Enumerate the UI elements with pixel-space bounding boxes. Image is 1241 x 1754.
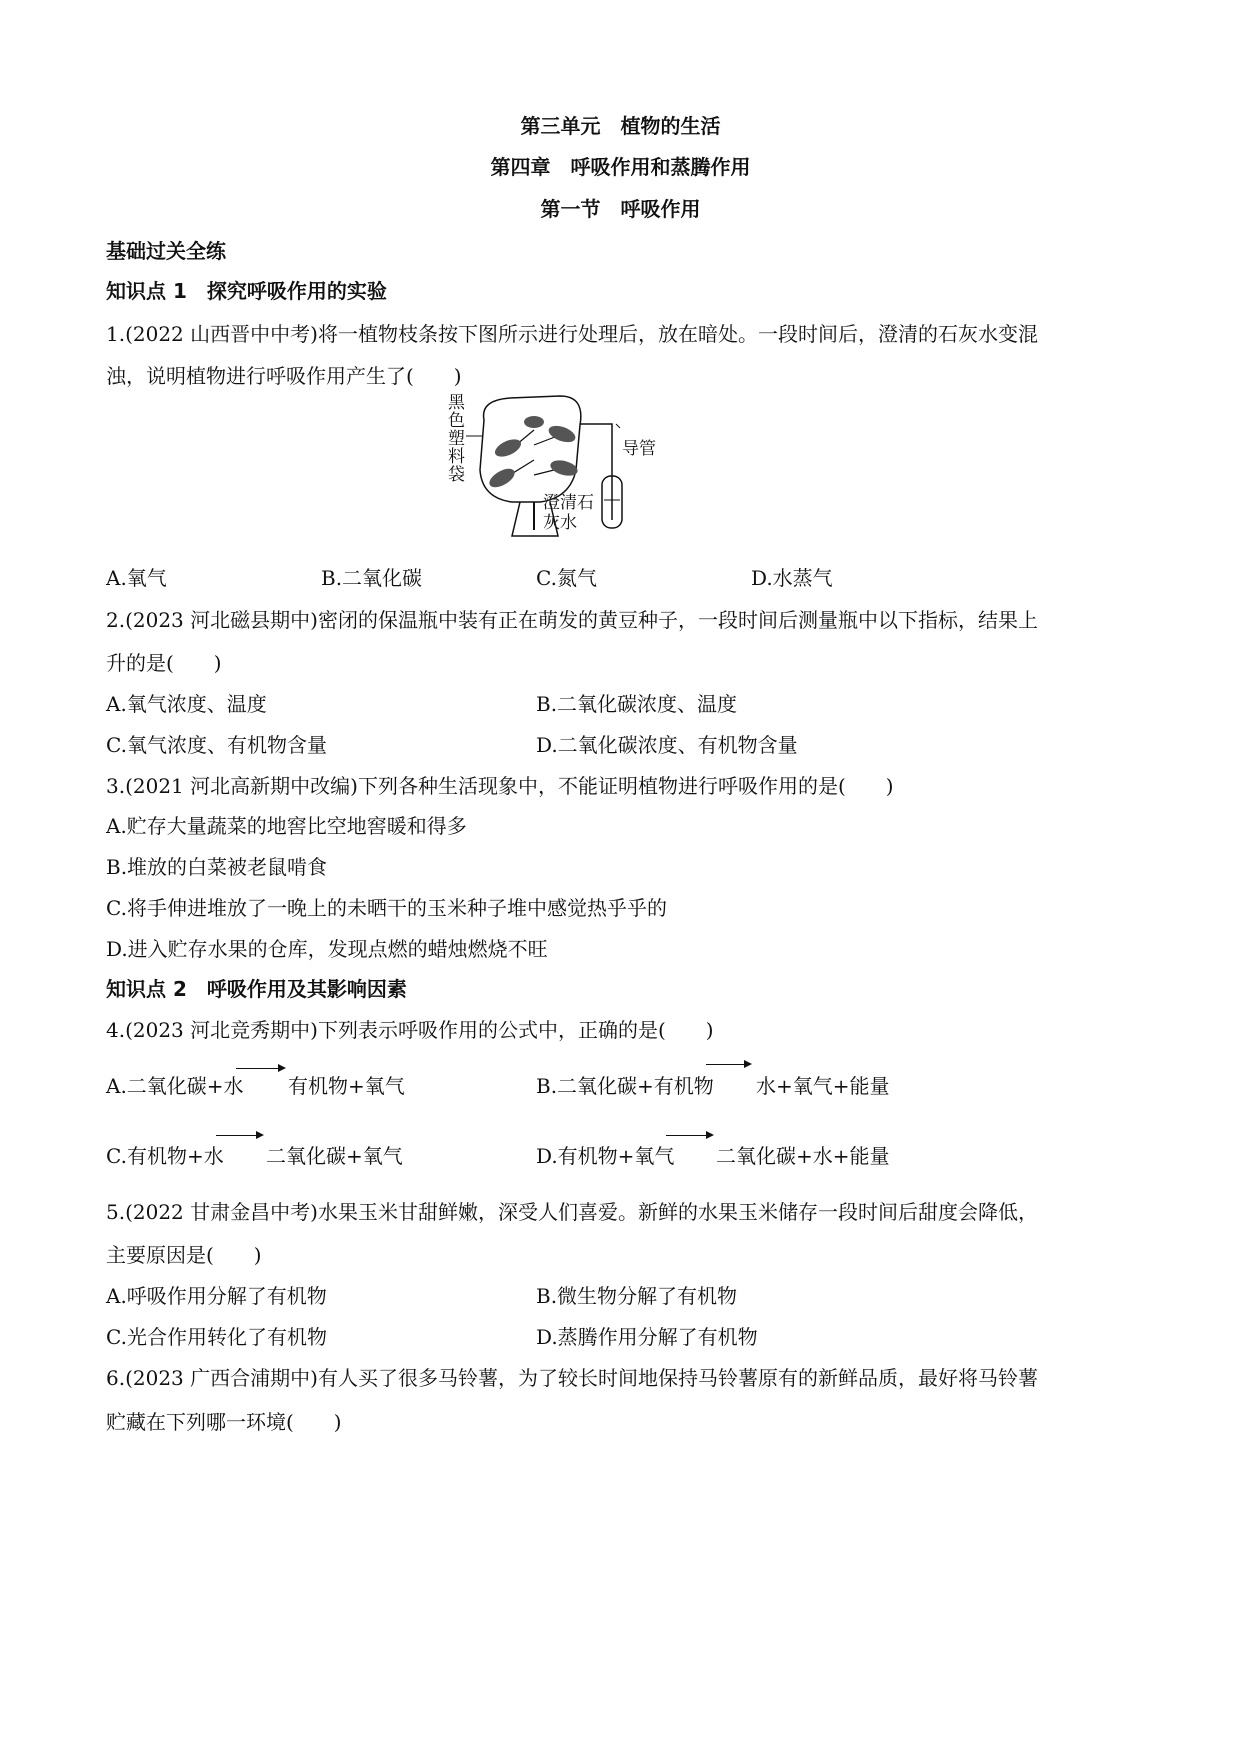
knowledge-point-1: 知识点 1 探究呼吸作用的实验 bbox=[106, 279, 387, 303]
q4-option-c-left: C.有机物+水 bbox=[106, 1144, 224, 1168]
q3-option-d: D.进入贮存水果的仓库，发现点燃的蜡烛燃烧不旺 bbox=[106, 937, 548, 961]
q6-stem-line2: 贮藏在下列哪一环境( ) bbox=[106, 1410, 342, 1434]
bag-label-char: 袋 bbox=[448, 465, 465, 485]
bag-label-char: 色 bbox=[448, 411, 465, 431]
section-title: 第一节 呼吸作用 bbox=[540, 197, 701, 221]
q3-stem-line1: 3.(2021 河北高新期中改编)下列各种生活现象中，不能证明植物进行呼吸作用的是( ) bbox=[106, 774, 894, 798]
reaction-arrow-icon bbox=[666, 1135, 712, 1136]
q4-option-b-right: 水+氧气+能量 bbox=[756, 1074, 890, 1098]
q2-option-d: D.二氧化碳浓度、有机物含量 bbox=[536, 733, 798, 757]
reaction-arrow-icon bbox=[706, 1064, 750, 1065]
chapter-title: 第四章 呼吸作用和蒸腾作用 bbox=[490, 155, 751, 179]
reaction-arrow-icon bbox=[236, 1068, 284, 1069]
q3-option-b: B.堆放的白菜被老鼠啃食 bbox=[106, 855, 328, 879]
q6-stem-line1: 6.(2023 广西合浦期中)有人买了很多马铃薯，为了较长时间地保持马铃薯原有的新鲜品质，最好将马铃薯 bbox=[106, 1366, 1038, 1390]
q1-stem-line1: 1.(2022 山西晋中中考)将一植物枝条按下图所示进行处理后，放在暗处。一段时间后，澄清的石灰水变混 bbox=[106, 322, 1038, 346]
q4-stem-line1: 4.(2023 河北竞秀期中)下列表示呼吸作用的公式中，正确的是( ) bbox=[106, 1018, 714, 1042]
limewater-label: 澄清石 bbox=[543, 493, 594, 513]
q3-option-c: C.将手伸进堆放了一晚上的未晒干的玉米种子堆中感觉热乎乎的 bbox=[106, 896, 667, 920]
q4-option-d-right: 二氧化碳+水+能量 bbox=[716, 1144, 890, 1168]
q4-option-c-right: 二氧化碳+氧气 bbox=[266, 1144, 403, 1168]
q5-stem-line2: 主要原因是( ) bbox=[106, 1243, 262, 1267]
bag-label-char: 黑 bbox=[448, 393, 465, 413]
q1-stem-line2: 浊，说明植物进行呼吸作用产生了( ) bbox=[106, 364, 462, 388]
tube-label: 导管 bbox=[622, 439, 656, 459]
knowledge-point-2: 知识点 2 呼吸作用及其影响因素 bbox=[106, 977, 407, 1001]
q5-option-a: A.呼吸作用分解了有机物 bbox=[106, 1284, 327, 1308]
bag-label-char: 料 bbox=[448, 447, 465, 467]
q2-option-b: B.二氧化碳浓度、温度 bbox=[536, 692, 738, 716]
limewater-label: 灰水 bbox=[543, 513, 577, 533]
q4-option-b-left: B.二氧化碳+有机物 bbox=[536, 1074, 714, 1098]
unit-title: 第三单元 植物的生活 bbox=[520, 114, 721, 138]
q1-option-a: A.氧气 bbox=[106, 566, 167, 590]
respiration-experiment-figure bbox=[440, 390, 680, 542]
q5-option-d: D.蒸腾作用分解了有机物 bbox=[536, 1325, 758, 1349]
q5-option-c: C.光合作用转化了有机物 bbox=[106, 1325, 327, 1349]
q4-option-a-left: A.二氧化碳+水 bbox=[106, 1074, 244, 1098]
q2-option-a: A.氧气浓度、温度 bbox=[106, 692, 267, 716]
q5-option-b: B.微生物分解了有机物 bbox=[536, 1284, 738, 1308]
q3-option-a: A.贮存大量蔬菜的地窖比空地窖暖和得多 bbox=[106, 814, 467, 838]
q1-option-b: B.二氧化碳 bbox=[321, 566, 423, 590]
q2-option-c: C.氧气浓度、有机物含量 bbox=[106, 733, 327, 757]
q2-stem-line2: 升的是( ) bbox=[106, 651, 222, 675]
q4-option-d-left: D.有机物+氧气 bbox=[536, 1144, 675, 1168]
q2-stem-line1: 2.(2023 河北磁县期中)密闭的保温瓶中装有正在萌发的黄豆种子，一段时间后测量瓶中以下指标，结果上 bbox=[106, 608, 1038, 632]
practice-heading: 基础过关全练 bbox=[106, 239, 226, 263]
q1-option-d: D.水蒸气 bbox=[751, 566, 833, 590]
q1-option-c: C.氮气 bbox=[536, 566, 597, 590]
bag-label-char: 塑 bbox=[448, 429, 465, 449]
q5-stem-line1: 5.(2022 甘肃金昌中考)水果玉米甘甜鲜嫩，深受人们喜爱。新鲜的水果玉米储存一段时间后甜度会降低， bbox=[106, 1200, 1038, 1224]
reaction-arrow-icon bbox=[216, 1135, 262, 1136]
q4-option-a-right: 有机物+氧气 bbox=[288, 1074, 405, 1098]
